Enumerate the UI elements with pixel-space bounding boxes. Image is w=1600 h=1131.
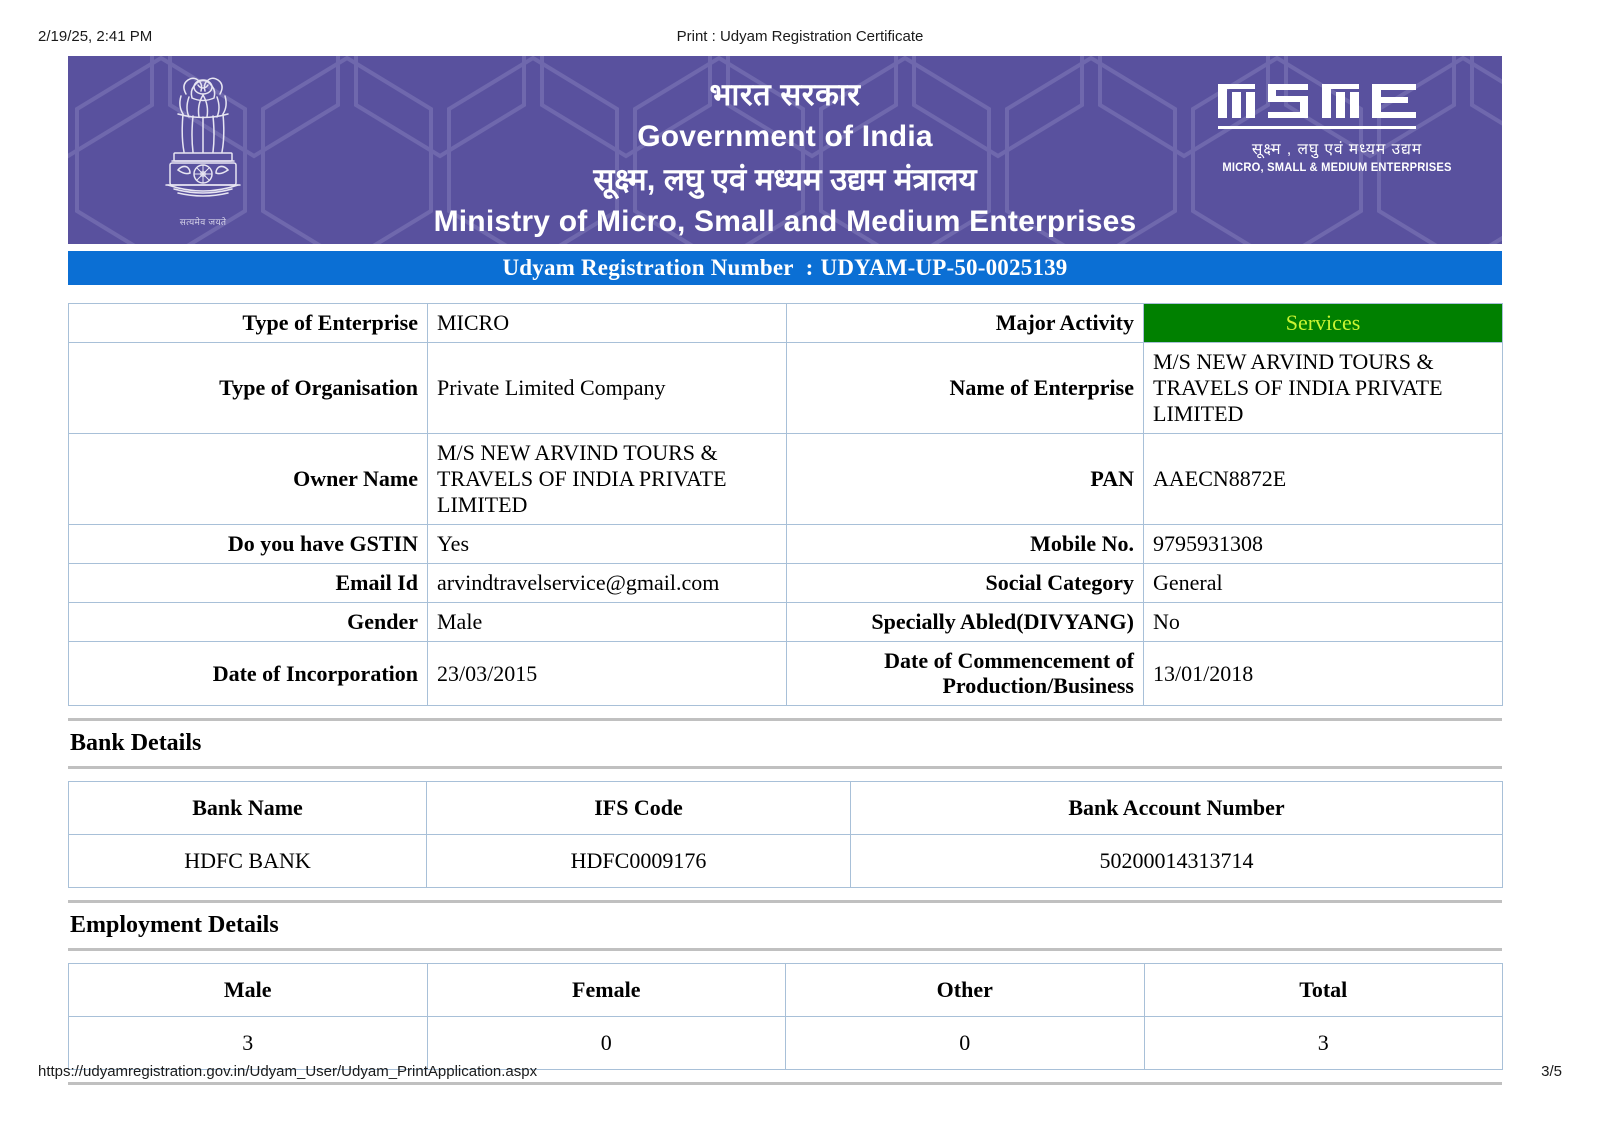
field-label-date-of-commencement: Date of Commencement of Production/Business [787, 641, 1144, 706]
cell-ifs-code: HDFC0009176 [427, 835, 851, 888]
column-header-female: Female [427, 964, 786, 1017]
urn-separator: : [805, 255, 814, 280]
section-heading-bank-details: Bank Details [70, 730, 202, 757]
cell-male-count: 3 [69, 1017, 428, 1070]
banner-hindi-ministry: सूक्ष्म, लघु एवं मध्यम उद्यम मंत्रालय [593, 162, 977, 198]
field-label-type-of-enterprise: Type of Enterprise [69, 304, 428, 343]
udyam-registration-number-bar [68, 251, 1502, 285]
employment-details-table [68, 963, 1503, 1070]
table-header-row [69, 782, 1503, 835]
field-label-owner-name: Owner Name [69, 433, 428, 524]
national-emblem-icon [148, 70, 258, 230]
print-footer [0, 1063, 1600, 1083]
print-page-number: 3/5 [1541, 1063, 1562, 1080]
field-label-name-of-enterprise: Name of Enterprise [787, 342, 1144, 433]
cell-other-count: 0 [786, 1017, 1145, 1070]
table-row [69, 433, 1503, 524]
column-header-other: Other [786, 964, 1145, 1017]
field-label-specially-abled: Specially Abled(DIVYANG) [787, 602, 1144, 641]
column-header-ifs-code: IFS Code [427, 782, 851, 835]
spacer [68, 706, 1502, 718]
banner-english-government: Government of India [637, 119, 933, 153]
table-row [69, 524, 1503, 563]
field-value-gender: Male [428, 602, 787, 641]
field-value-owner-name: M/S NEW ARVIND TOURS & TRAVELS OF INDIA PRIVATE LIMITED [428, 433, 787, 524]
table-row [69, 304, 1503, 343]
msme-logo-english: MICRO, SMALL & MEDIUM ENTERPRISES [1222, 162, 1452, 174]
field-label-mobile-no: Mobile No. [787, 524, 1144, 563]
column-header-bank-account-number: Bank Account Number [851, 782, 1503, 835]
column-header-bank-name: Bank Name [69, 782, 427, 835]
udyam-registration-certificate [68, 56, 1502, 1085]
print-title: Print : Udyam Registration Certificate [676, 28, 924, 45]
urn-value: UDYAM-UP-50-0025139 [820, 255, 1068, 280]
msme-wordmark-icon [1212, 74, 1462, 136]
emblem-caption: सत्यमेव जयते [179, 217, 227, 227]
enterprise-details-table [68, 303, 1503, 706]
field-value-email-id: arvindtravelservice@gmail.com [428, 563, 787, 602]
banner-hindi-government: भारत सरकार [709, 77, 861, 112]
field-label-social-category: Social Category [787, 563, 1144, 602]
bank-details-table [68, 781, 1503, 888]
cell-total-count: 3 [1144, 1017, 1503, 1070]
field-label-gstin: Do you have GSTIN [69, 524, 428, 563]
table-row [69, 641, 1503, 706]
cell-bank-name: HDFC BANK [69, 835, 427, 888]
print-header [0, 28, 1600, 48]
field-label-type-of-organisation: Type of Organisation [69, 342, 428, 433]
field-value-pan: AAECN8872E [1144, 433, 1503, 524]
spacer [68, 888, 1502, 900]
msme-logo-hindi: सूक्ष्म , लघु एवं मध्यम उद्यम [1251, 141, 1423, 158]
certificate-banner [68, 56, 1502, 244]
print-footer-url: https://udyamregistration.gov.in/Udyam_User/Udyam_PrintApplication.aspx [38, 1063, 538, 1080]
table-row [69, 563, 1503, 602]
field-value-specially-abled: No [1144, 602, 1503, 641]
field-value-date-of-commencement: 13/01/2018 [1144, 641, 1503, 706]
column-header-male: Male [69, 964, 428, 1017]
field-value-mobile-no: 9795931308 [1144, 524, 1503, 563]
field-value-major-activity: Services [1144, 304, 1503, 343]
field-value-date-of-incorporation: 23/03/2015 [428, 641, 787, 706]
urn-label: Udyam Registration Number [502, 255, 794, 280]
msme-logo [1212, 74, 1462, 174]
cell-female-count: 0 [427, 1017, 786, 1070]
table-row [69, 835, 1503, 888]
field-value-social-category: General [1144, 563, 1503, 602]
field-label-major-activity: Major Activity [787, 304, 1144, 343]
column-header-total: Total [1144, 964, 1503, 1017]
spacer [68, 769, 1502, 781]
field-label-email-id: Email Id [69, 563, 428, 602]
section-heading-employment-details: Employment Details [70, 912, 279, 939]
field-value-type-of-enterprise: MICRO [428, 304, 787, 343]
field-value-name-of-enterprise: M/S NEW ARVIND TOURS & TRAVELS OF INDIA PRIVATE LIMITED [1144, 342, 1503, 433]
field-label-pan: PAN [787, 433, 1144, 524]
table-row [69, 602, 1503, 641]
table-row [69, 1017, 1503, 1070]
field-label-date-of-incorporation: Date of Incorporation [69, 641, 428, 706]
print-timestamp: 2/19/25, 2:41 PM [38, 28, 153, 45]
field-label-gender: Gender [69, 602, 428, 641]
spacer [68, 951, 1502, 963]
cell-bank-account-number: 50200014313714 [851, 835, 1503, 888]
table-row [69, 342, 1503, 433]
banner-english-ministry: Ministry of Micro, Small and Medium Enterprises [433, 205, 1137, 238]
field-value-gstin: Yes [428, 524, 787, 563]
table-header-row [69, 964, 1503, 1017]
field-value-type-of-organisation: Private Limited Company [428, 342, 787, 433]
